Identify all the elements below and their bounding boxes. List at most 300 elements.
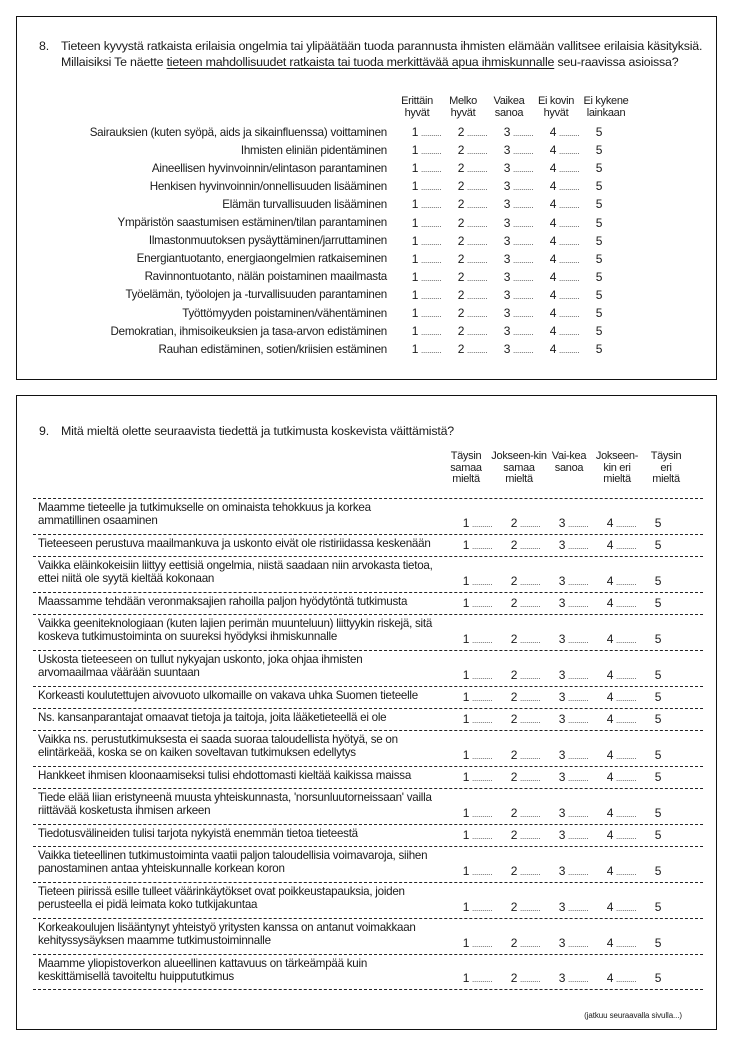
answer-option-3[interactable]: 3 bbox=[503, 143, 511, 158]
answer-option-4[interactable]: 4 bbox=[549, 306, 557, 320]
dotted-leader: .......... bbox=[467, 346, 488, 356]
dotted-leader: .......... bbox=[520, 541, 541, 551]
dotted-leader: .......... bbox=[421, 255, 442, 265]
answer-option-2[interactable]: 2 bbox=[510, 515, 518, 530]
dotted-leader: .......... bbox=[421, 201, 442, 211]
dotted-leader: .......... bbox=[513, 129, 534, 138]
answer-scale bbox=[460, 937, 664, 952]
statement-text: Ns. kansanparantajat omaavat tietoja ja taitoja, joita lääketieteellä ei ole bbox=[38, 711, 387, 724]
answer-option-2[interactable]: 2 bbox=[457, 324, 465, 339]
answer-option-3[interactable]: 3 bbox=[558, 667, 566, 682]
answer-scale bbox=[460, 517, 664, 532]
answer-option-4[interactable]: 4 bbox=[549, 143, 557, 158]
dotted-leader: .......... bbox=[421, 273, 442, 283]
answer-option-1[interactable]: 1 bbox=[462, 769, 470, 784]
statement-text: Vaikka geeniteknologiaan (kuten lajien perimän muunteluun) liittyykin riskejä, sitä koskeva tutkimustoiminta on suureksi hyödyksi ihmiskunnalle bbox=[38, 617, 433, 643]
answer-option-3[interactable]: 3 bbox=[503, 161, 511, 176]
dotted-leader: .......... bbox=[421, 291, 442, 301]
dotted-leader: .......... bbox=[616, 519, 637, 529]
answer-option-2[interactable]: 2 bbox=[510, 711, 518, 726]
answer-option-4[interactable]: 4 bbox=[606, 711, 614, 726]
answer-option-2[interactable]: 2 bbox=[457, 342, 465, 357]
answer-option-2[interactable]: 2 bbox=[457, 233, 465, 248]
answer-option-1[interactable]: 1 bbox=[411, 324, 419, 339]
dotted-leader: .......... bbox=[616, 599, 637, 609]
statement-text: Uskosta tieteeseen on tullut nykyajan uskonto, joka ohjaa ihmisten arvomaailmaa väärään suuntaan bbox=[38, 653, 363, 679]
answer-option-3[interactable]: 3 bbox=[558, 935, 566, 950]
answer-option-2[interactable]: 2 bbox=[457, 215, 465, 230]
answer-option-1[interactable]: 1 bbox=[411, 233, 419, 248]
statement-text: Vaikka eläinkokeisiin liittyy eettisiä ongelmia, niistä saadaan niin arvokasta tietoa, ettei niitä ole syytä kieltää kokonaan bbox=[38, 559, 433, 585]
answer-option-3[interactable]: 3 bbox=[558, 827, 566, 842]
answer-option-1[interactable]: 1 bbox=[462, 747, 470, 762]
dotted-leader: .......... bbox=[568, 867, 589, 877]
item-label: Ravinnontuotanto, nälän poistaminen maailmasta bbox=[144, 270, 387, 284]
answer-option-3[interactable]: 3 bbox=[503, 233, 511, 248]
dotted-leader: .......... bbox=[520, 671, 541, 681]
answer-option-4[interactable]: 4 bbox=[606, 747, 614, 762]
statement-text: Korkeasti koulutettujen aivovuoto ulkomaille on vakava uhka Suomen tieteelle bbox=[38, 689, 418, 702]
answer-option-5[interactable]: 5 bbox=[654, 863, 662, 878]
answer-option-2[interactable]: 2 bbox=[510, 863, 518, 878]
dotted-leader: .......... bbox=[520, 939, 541, 949]
item-label: Ympäristön saastumisen estäminen/tilan parantaminen bbox=[117, 216, 387, 229]
answer-scale bbox=[460, 749, 664, 764]
dotted-leader: .......... bbox=[472, 599, 493, 609]
statement-text: Tiedotusvälineiden tulisi tarjota nykyistä enemmän tietoa tieteestä bbox=[38, 827, 358, 840]
answer-option-3[interactable]: 3 bbox=[503, 179, 511, 194]
dotted-leader: .......... bbox=[467, 183, 488, 193]
question-number: 9. bbox=[39, 424, 49, 438]
answer-option-4[interactable]: 4 bbox=[606, 863, 614, 878]
dotted-leader: .......... bbox=[616, 715, 637, 725]
answer-option-1[interactable]: 1 bbox=[462, 573, 470, 588]
answer-option-1[interactable]: 1 bbox=[462, 827, 470, 842]
answer-option-4[interactable]: 4 bbox=[549, 215, 557, 230]
answer-option-1[interactable]: 1 bbox=[411, 197, 419, 212]
answer-option-5[interactable]: 5 bbox=[654, 537, 662, 552]
answer-column-headers bbox=[394, 96, 632, 119]
answer-scale bbox=[409, 179, 605, 193]
answer-column-headers bbox=[445, 451, 689, 486]
answer-option-5[interactable]: 5 bbox=[654, 827, 662, 842]
answer-scale bbox=[409, 342, 605, 356]
answer-scale bbox=[460, 713, 664, 728]
answer-option-4[interactable]: 4 bbox=[549, 125, 557, 139]
answer-option-1[interactable]: 1 bbox=[462, 537, 470, 552]
dotted-leader: .......... bbox=[421, 310, 442, 319]
answer-option-1[interactable]: 1 bbox=[462, 899, 470, 914]
answer-option-2[interactable]: 2 bbox=[457, 179, 465, 194]
answer-option-5[interactable]: 5 bbox=[654, 970, 662, 985]
question-emphasis: tieteen mahdollisuudet ratkaista tai tuoda merkittävää apua ihmiskunnalle bbox=[166, 55, 555, 69]
item-label: Aineellisen hyvinvoinnin/elintason parantaminen bbox=[151, 161, 387, 175]
answer-option-5[interactable]: 5 bbox=[595, 269, 603, 284]
answer-option-4[interactable]: 4 bbox=[606, 515, 614, 530]
answer-option-2[interactable]: 2 bbox=[510, 970, 518, 985]
dotted-leader: .......... bbox=[472, 809, 493, 819]
dotted-leader: .......... bbox=[520, 751, 541, 761]
dotted-leader: .......... bbox=[467, 310, 488, 319]
answer-option-5[interactable]: 5 bbox=[595, 125, 603, 139]
answer-option-4[interactable]: 4 bbox=[606, 537, 614, 552]
dotted-leader: .......... bbox=[568, 577, 589, 587]
answer-option-1[interactable]: 1 bbox=[411, 143, 419, 158]
item-label: Energiantuotanto, energiaongelmien ratkaiseminen bbox=[136, 252, 387, 266]
table-row bbox=[33, 686, 703, 708]
answer-option-5[interactable]: 5 bbox=[654, 935, 662, 950]
answer-option-5[interactable]: 5 bbox=[654, 573, 662, 588]
answer-option-5[interactable]: 5 bbox=[654, 899, 662, 914]
answer-option-5[interactable]: 5 bbox=[595, 215, 603, 230]
answer-scale bbox=[409, 306, 605, 320]
answer-option-2[interactable]: 2 bbox=[510, 667, 518, 682]
answer-option-5[interactable]: 5 bbox=[595, 161, 603, 176]
answer-option-3[interactable]: 3 bbox=[558, 805, 566, 820]
answer-option-3[interactable]: 3 bbox=[558, 747, 566, 762]
dotted-leader: .......... bbox=[520, 831, 541, 841]
dotted-leader: .......... bbox=[467, 129, 488, 138]
answer-option-3[interactable]: 3 bbox=[558, 711, 566, 726]
item-label: Rauhan edistäminen, sotien/kriisien estäminen bbox=[158, 342, 387, 356]
answer-option-4[interactable]: 4 bbox=[549, 342, 557, 357]
dotted-leader: .......... bbox=[559, 328, 580, 338]
answer-option-2[interactable]: 2 bbox=[510, 573, 518, 588]
dotted-leader: .......... bbox=[559, 183, 580, 193]
answer-option-1[interactable]: 1 bbox=[411, 179, 419, 194]
dotted-leader: .......... bbox=[568, 541, 589, 551]
list-item bbox=[17, 322, 716, 340]
answer-option-4[interactable]: 4 bbox=[549, 161, 557, 176]
dotted-leader: .......... bbox=[616, 809, 637, 819]
answer-option-2[interactable]: 2 bbox=[510, 827, 518, 842]
answer-option-1[interactable]: 1 bbox=[462, 805, 470, 820]
dotted-leader: .......... bbox=[472, 541, 493, 551]
answer-option-2[interactable]: 2 bbox=[510, 537, 518, 552]
answer-option-3[interactable]: 3 bbox=[503, 306, 511, 320]
dotted-leader: .......... bbox=[421, 129, 442, 138]
answer-scale bbox=[460, 575, 664, 590]
answer-option-4[interactable]: 4 bbox=[549, 324, 557, 339]
dotted-leader: .......... bbox=[520, 519, 541, 529]
answer-option-1[interactable]: 1 bbox=[462, 595, 470, 610]
dotted-leader: .......... bbox=[616, 773, 637, 783]
answer-option-3[interactable]: 3 bbox=[503, 251, 511, 266]
answer-option-2[interactable]: 2 bbox=[457, 251, 465, 266]
dotted-leader: .......... bbox=[616, 577, 637, 587]
answer-scale bbox=[460, 633, 664, 648]
answer-option-3[interactable]: 3 bbox=[503, 125, 511, 139]
statement-text: Tieteeseen perustuva maailmankuva ja uskonto eivät ole ristiriidassa keskenään bbox=[38, 537, 431, 550]
statement-text: Tiede elää liian eristyneenä muusta yhteiskunnasta, 'norsunluutorneissaan' vailla riittävää kosketusta ihmisen arkeen bbox=[38, 791, 432, 817]
answer-option-4[interactable]: 4 bbox=[606, 970, 614, 985]
list-item bbox=[17, 214, 716, 232]
dotted-leader: .......... bbox=[568, 831, 589, 841]
column-header: Vaikea sanoa bbox=[493, 95, 525, 119]
dotted-leader: .......... bbox=[559, 129, 580, 138]
dotted-leader: .......... bbox=[467, 165, 488, 175]
dotted-leader: .......... bbox=[559, 165, 580, 175]
answer-option-5[interactable]: 5 bbox=[595, 342, 603, 357]
answer-option-2[interactable]: 2 bbox=[510, 747, 518, 762]
question-9-header bbox=[39, 423, 711, 439]
list-item bbox=[17, 268, 716, 286]
answer-option-5[interactable]: 5 bbox=[654, 595, 662, 610]
dotted-leader: .......... bbox=[616, 903, 637, 913]
item-label: Demokratian, ihmisoikeuksien ja tasa-arvon edistäminen bbox=[110, 324, 387, 338]
answer-option-4[interactable]: 4 bbox=[606, 667, 614, 682]
answer-option-5[interactable]: 5 bbox=[595, 251, 603, 266]
dotted-leader: .......... bbox=[568, 751, 589, 761]
column-header: Vai-kea sanoa bbox=[551, 450, 587, 474]
answer-option-2[interactable]: 2 bbox=[510, 805, 518, 820]
answer-option-3[interactable]: 3 bbox=[558, 863, 566, 878]
answer-option-3[interactable]: 3 bbox=[503, 197, 511, 212]
answer-option-1[interactable]: 1 bbox=[462, 515, 470, 530]
dotted-leader: .......... bbox=[472, 831, 493, 841]
answer-option-2[interactable]: 2 bbox=[510, 595, 518, 610]
item-label: Sairauksien (kuten syöpä, aids ja sikainfluenssa) voittaminen bbox=[89, 125, 387, 139]
answer-option-1[interactable]: 1 bbox=[411, 125, 419, 139]
answer-option-1[interactable]: 1 bbox=[411, 251, 419, 266]
answer-option-5[interactable]: 5 bbox=[654, 711, 662, 726]
dotted-leader: .......... bbox=[559, 255, 580, 265]
table-row bbox=[33, 534, 703, 556]
answer-option-3[interactable]: 3 bbox=[558, 537, 566, 552]
answer-option-4[interactable]: 4 bbox=[606, 899, 614, 914]
answer-option-4[interactable]: 4 bbox=[606, 935, 614, 950]
dotted-leader: .......... bbox=[467, 291, 488, 301]
statement-text: Hankkeet ihmisen kloonaamiseksi tulisi ehdottomasti kieltää kaikissa maissa bbox=[38, 769, 412, 782]
dotted-leader: .......... bbox=[568, 599, 589, 609]
answer-scale bbox=[409, 197, 605, 211]
answer-option-5[interactable]: 5 bbox=[654, 515, 662, 530]
answer-option-1[interactable]: 1 bbox=[411, 342, 419, 357]
answer-option-2[interactable]: 2 bbox=[510, 769, 518, 784]
answer-option-1[interactable]: 1 bbox=[462, 970, 470, 985]
dotted-leader: .......... bbox=[467, 147, 488, 157]
answer-option-3[interactable]: 3 bbox=[503, 269, 511, 284]
answer-option-3[interactable]: 3 bbox=[503, 215, 511, 230]
answer-option-4[interactable]: 4 bbox=[549, 233, 557, 248]
answer-option-5[interactable]: 5 bbox=[595, 197, 603, 212]
dotted-leader: .......... bbox=[568, 939, 589, 949]
dotted-leader: .......... bbox=[568, 635, 589, 645]
dotted-leader: .......... bbox=[472, 693, 493, 703]
list-item bbox=[17, 159, 716, 177]
answer-option-3[interactable]: 3 bbox=[558, 689, 566, 704]
answer-option-3[interactable]: 3 bbox=[558, 769, 566, 784]
answer-option-5[interactable]: 5 bbox=[595, 324, 603, 339]
dotted-leader: .......... bbox=[559, 219, 580, 229]
answer-option-3[interactable]: 3 bbox=[503, 324, 511, 339]
answer-scale bbox=[460, 597, 664, 612]
dotted-leader: .......... bbox=[520, 693, 541, 703]
dotted-leader: .......... bbox=[616, 541, 637, 551]
table-row bbox=[33, 882, 703, 918]
answer-scale bbox=[460, 539, 664, 554]
answer-option-5[interactable]: 5 bbox=[654, 667, 662, 682]
dotted-leader: .......... bbox=[568, 519, 589, 529]
dotted-leader: .......... bbox=[520, 867, 541, 877]
dotted-leader: .......... bbox=[568, 693, 589, 703]
statement-text: Vaikka tieteellinen tutkimustoiminta vaatii paljon taloudellisia voimavaroja, siihen panostaminen antaa yhteiskunnalle korkean koron bbox=[38, 849, 428, 875]
answer-option-5[interactable]: 5 bbox=[654, 747, 662, 762]
statement-text: Maassamme tehdään veronmaksajien rahoilla paljon hyödytöntä tutkimusta bbox=[38, 595, 408, 608]
answer-option-5[interactable]: 5 bbox=[654, 689, 662, 704]
answer-option-5[interactable]: 5 bbox=[595, 233, 603, 248]
answer-option-5[interactable]: 5 bbox=[595, 287, 603, 302]
question-8-header bbox=[39, 38, 711, 70]
dotted-leader: .......... bbox=[616, 671, 637, 681]
dotted-leader: .......... bbox=[421, 237, 442, 247]
dotted-leader: .......... bbox=[513, 346, 534, 356]
column-header: Täysin eri mieltä bbox=[650, 450, 682, 485]
dotted-leader: .......... bbox=[568, 773, 589, 783]
item-label: Työelämän, työolojen ja -turvallisuuden parantaminen bbox=[125, 288, 387, 302]
answer-option-2[interactable]: 2 bbox=[510, 631, 518, 646]
dotted-leader: .......... bbox=[559, 201, 580, 211]
statement-text: Vaikka ns. perustutkimuksesta ei saada suoraa taloudellista hyötyä, se on elintärkeää, koska se on kaiken soveltavan tutkimuksen edellytys bbox=[38, 733, 398, 759]
answer-option-5[interactable]: 5 bbox=[595, 179, 603, 194]
continue-note: (jatkuu seuraavalla sivulla...) bbox=[584, 1011, 682, 1020]
answer-option-5[interactable]: 5 bbox=[654, 805, 662, 820]
answer-option-4[interactable]: 4 bbox=[606, 573, 614, 588]
answer-option-1[interactable]: 1 bbox=[411, 287, 419, 302]
table-row bbox=[33, 824, 703, 846]
dotted-leader: .......... bbox=[421, 147, 442, 157]
answer-option-3[interactable]: 3 bbox=[558, 899, 566, 914]
answer-scale bbox=[460, 691, 664, 706]
dotted-leader: .......... bbox=[520, 903, 541, 913]
answer-option-1[interactable]: 1 bbox=[462, 935, 470, 950]
answer-option-1[interactable]: 1 bbox=[462, 863, 470, 878]
answer-option-2[interactable]: 2 bbox=[510, 935, 518, 950]
dotted-leader: .......... bbox=[568, 903, 589, 913]
table-row bbox=[33, 730, 703, 766]
dotted-leader: .......... bbox=[421, 165, 442, 175]
list-item bbox=[17, 141, 716, 159]
answer-option-5[interactable]: 5 bbox=[654, 631, 662, 646]
answer-option-2[interactable]: 2 bbox=[510, 689, 518, 704]
answer-option-4[interactable]: 4 bbox=[549, 179, 557, 194]
dotted-leader: .......... bbox=[559, 237, 580, 247]
dotted-leader: .......... bbox=[616, 635, 637, 645]
answer-option-4[interactable]: 4 bbox=[549, 197, 557, 212]
answer-option-5[interactable]: 5 bbox=[595, 306, 603, 320]
dotted-leader: .......... bbox=[472, 867, 493, 877]
list-item bbox=[17, 304, 716, 322]
dotted-leader: .......... bbox=[513, 255, 534, 265]
dotted-leader: .......... bbox=[421, 219, 442, 229]
answer-option-4[interactable]: 4 bbox=[606, 631, 614, 646]
answer-option-3[interactable]: 3 bbox=[558, 573, 566, 588]
dotted-leader: .......... bbox=[568, 671, 589, 681]
dotted-leader: .......... bbox=[559, 147, 580, 157]
question-9-box bbox=[16, 395, 717, 1030]
statement-text: Korkeakoulujen lisääntynyt yhteistyö yritysten kanssa on antanut voimakkaan kehityssysäyksen maamme tutkimustoiminnalle bbox=[38, 921, 416, 947]
dotted-leader: .......... bbox=[472, 519, 493, 529]
dotted-leader: .......... bbox=[472, 715, 493, 725]
dotted-leader: .......... bbox=[520, 773, 541, 783]
answer-option-1[interactable]: 1 bbox=[462, 667, 470, 682]
answer-option-3[interactable]: 3 bbox=[503, 342, 511, 357]
dotted-leader: .......... bbox=[520, 635, 541, 645]
answer-option-2[interactable]: 2 bbox=[457, 269, 465, 284]
answer-option-4[interactable]: 4 bbox=[606, 769, 614, 784]
dotted-leader: .......... bbox=[467, 273, 488, 283]
list-item bbox=[17, 123, 716, 141]
answer-option-5[interactable]: 5 bbox=[595, 143, 603, 158]
dotted-leader: .......... bbox=[513, 147, 534, 157]
answer-option-3[interactable]: 3 bbox=[558, 970, 566, 985]
answer-option-1[interactable]: 1 bbox=[411, 161, 419, 176]
answer-scale bbox=[409, 324, 605, 338]
answer-option-4[interactable]: 4 bbox=[549, 287, 557, 302]
table-row bbox=[33, 918, 703, 954]
answer-option-5[interactable]: 5 bbox=[654, 769, 662, 784]
answer-option-3[interactable]: 3 bbox=[558, 515, 566, 530]
answer-scale bbox=[460, 669, 664, 684]
table-row bbox=[33, 614, 703, 650]
column-header: Melko hyvät bbox=[449, 95, 477, 119]
dotted-leader: .......... bbox=[472, 751, 493, 761]
answer-option-2[interactable]: 2 bbox=[510, 899, 518, 914]
answer-option-3[interactable]: 3 bbox=[503, 287, 511, 302]
column-header: Erittäin hyvät bbox=[401, 95, 433, 119]
item-label: Elämän turvallisuuden lisääminen bbox=[222, 197, 387, 211]
answer-option-4[interactable]: 4 bbox=[549, 251, 557, 266]
dotted-leader: .......... bbox=[472, 577, 493, 587]
answer-option-3[interactable]: 3 bbox=[558, 631, 566, 646]
answer-option-4[interactable]: 4 bbox=[549, 269, 557, 284]
item-label: Ihmisten eliniän pidentäminen bbox=[240, 143, 387, 157]
answer-option-1[interactable]: 1 bbox=[411, 215, 419, 230]
question-text: Tieteen kyvystä ratkaista erilaisia ongelmia tai ylipäätään tuoda parannusta ihmisten elämään vallitsee erilaisia käsityksiä. Millaisiksi Te näette tieteen mahdollisuudet ratkaista tai tuoda merkittävää apua ihmiskunnalle seu-raavissa asioissa? bbox=[61, 39, 703, 69]
answer-option-4[interactable]: 4 bbox=[606, 805, 614, 820]
answer-option-1[interactable]: 1 bbox=[462, 631, 470, 646]
answer-option-2[interactable]: 2 bbox=[457, 143, 465, 158]
item-label: Henkisen hyvinvoinnin/onnellisuuden lisääminen bbox=[149, 179, 387, 193]
dotted-leader: .......... bbox=[472, 773, 493, 783]
dotted-leader: .......... bbox=[616, 974, 637, 984]
answer-option-2[interactable]: 2 bbox=[457, 287, 465, 302]
answer-option-4[interactable]: 4 bbox=[606, 827, 614, 842]
dotted-leader: .......... bbox=[559, 291, 580, 301]
answer-option-2[interactable]: 2 bbox=[457, 125, 465, 139]
answer-option-1[interactable]: 1 bbox=[462, 689, 470, 704]
answer-scale bbox=[409, 216, 605, 230]
answer-option-1[interactable]: 1 bbox=[411, 269, 419, 284]
dotted-leader: .......... bbox=[513, 237, 534, 247]
dotted-leader: .......... bbox=[559, 346, 580, 356]
answer-option-4[interactable]: 4 bbox=[606, 689, 614, 704]
answer-option-4[interactable]: 4 bbox=[606, 595, 614, 610]
dotted-leader: .......... bbox=[472, 671, 493, 681]
answer-option-1[interactable]: 1 bbox=[411, 306, 419, 320]
answer-option-2[interactable]: 2 bbox=[457, 161, 465, 176]
answer-option-2[interactable]: 2 bbox=[457, 306, 465, 320]
answer-option-2[interactable]: 2 bbox=[457, 197, 465, 212]
list-item bbox=[17, 232, 716, 250]
answer-scale bbox=[460, 807, 664, 822]
answer-option-1[interactable]: 1 bbox=[462, 711, 470, 726]
answer-scale bbox=[409, 234, 605, 248]
item-label: Työttömyyden poistaminen/vähentäminen bbox=[182, 306, 387, 320]
dotted-leader: .......... bbox=[472, 635, 493, 645]
dotted-leader: .......... bbox=[616, 831, 637, 841]
answer-option-3[interactable]: 3 bbox=[558, 595, 566, 610]
